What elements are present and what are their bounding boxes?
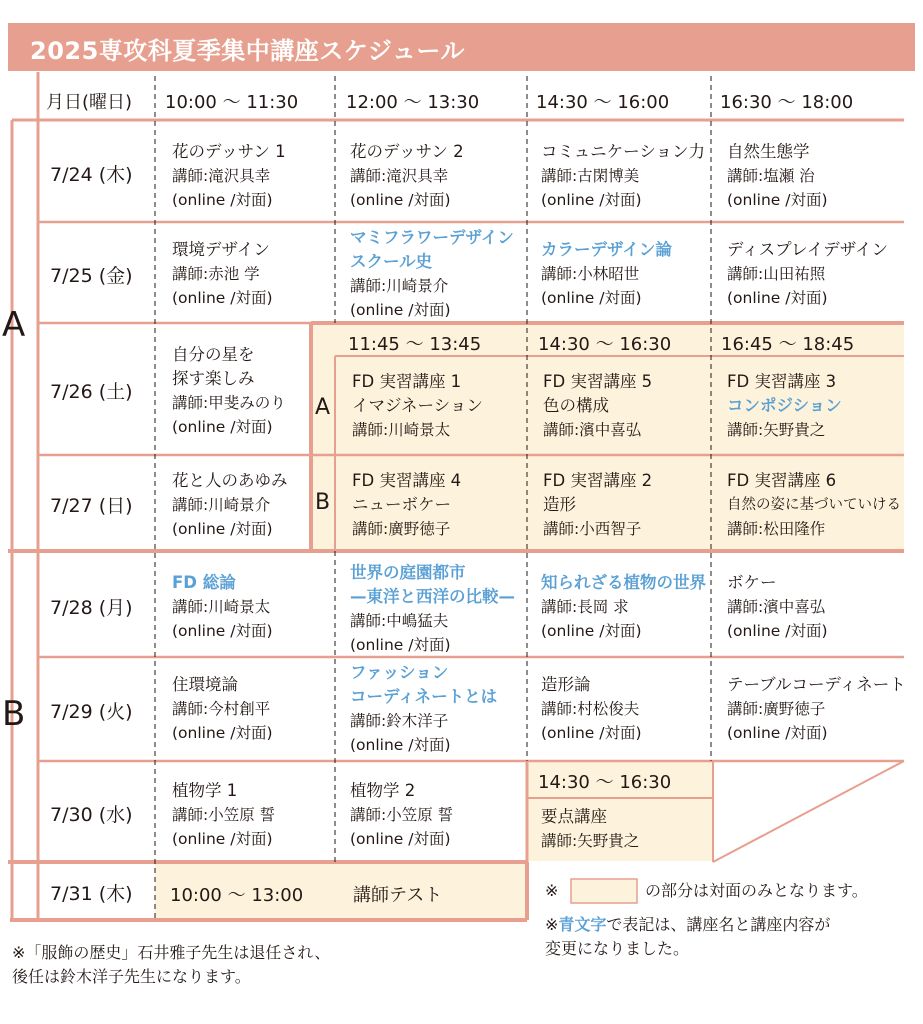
lecture-cell — [727, 571, 828, 643]
lecture-cell — [541, 673, 642, 745]
lecture-format: (online /対面) — [541, 289, 642, 307]
date-0729: 7/29 (火) — [50, 701, 133, 723]
lecture-format: (online /対面) — [172, 289, 273, 307]
fd-time-1: 11:45 〜 13:45 — [348, 334, 482, 355]
lecture-cell — [543, 370, 652, 442]
lecture-title: 花のデッサン 1 — [172, 142, 286, 161]
lecture-format: (online /対面) — [350, 301, 451, 319]
lecture-cell — [727, 238, 888, 310]
lecture-title-line2: 探す楽しみ — [172, 369, 255, 388]
lecture-format: (online /対面) — [541, 191, 642, 209]
lecture-title-line2: 自然の姿に基づいていける — [727, 497, 901, 513]
lecture-title: ディスプレイデザイン — [727, 240, 889, 259]
lecture-title-line2: スクール史 — [350, 252, 433, 271]
lecture-format: (online /対面) — [541, 622, 642, 640]
lecture-instructor: 講師:鈴木洋子 — [350, 712, 449, 730]
page-title: 2025専攻科夏季集中講座スケジュール — [30, 37, 465, 65]
blue-note — [545, 913, 830, 937]
legend-prefix: ※ — [545, 881, 559, 900]
header-date: 月日(曜日) — [46, 92, 133, 113]
lecture-title-line1: FD 実習講座 6 — [727, 471, 837, 490]
legend-swatch — [571, 879, 637, 903]
lecture-cell — [352, 370, 483, 442]
lecture-instructor: 講師:濱中喜弘 — [543, 421, 642, 439]
lecture-title-line2: 造形 — [543, 495, 576, 514]
lecture-title-line1: FD 実習講座 5 — [543, 372, 653, 391]
lecture-format: (online /対面) — [350, 191, 451, 209]
lecture-cell — [172, 571, 273, 643]
lecture-format: (online /対面) — [172, 622, 273, 640]
group-b-label: B — [2, 694, 26, 734]
lecture-instructor: 講師:赤池 学 — [172, 265, 260, 283]
lecture-format: (online /対面) — [727, 724, 828, 742]
lecture-title: ボケー — [727, 573, 777, 592]
lecture-instructor: 講師:塩瀬 治 — [727, 167, 815, 185]
lecture-cell — [172, 140, 286, 212]
lecture-title-line2: イマジネーション — [352, 396, 483, 415]
blue-note-prefix: ※ — [545, 915, 559, 934]
lecture-title: 植物学 1 — [172, 781, 238, 800]
lecture-cell — [172, 238, 273, 310]
lecture-format: (online /対面) — [350, 636, 451, 654]
lecture-instructor: 講師:矢野貴之 — [727, 421, 826, 439]
lecture-instructor: 講師:長岡 求 — [541, 598, 629, 616]
date-0731: 7/31 (木) — [50, 883, 133, 905]
header-slot-3: 14:30 〜 16:00 — [536, 92, 670, 113]
lecture-format: (online /対面) — [172, 520, 273, 538]
lecture-format: (online /対面) — [350, 736, 451, 754]
lecture-format: (online /対面) — [350, 830, 451, 848]
lecture-title: FD 総論 — [172, 573, 236, 592]
fd-time-3: 16:45 〜 18:45 — [721, 334, 855, 355]
test-time: 10:00 〜 13:00 — [170, 885, 304, 906]
lecture-title-line1: FD 実習講座 2 — [543, 471, 653, 490]
lecture-title-line2: コーディネートとは — [350, 687, 498, 706]
lecture-title: 造形論 — [541, 675, 591, 694]
lecture-instructor: 講師:今村創平 — [172, 700, 271, 718]
date-0727: 7/27 (日) — [50, 495, 133, 517]
lecture-cell — [172, 343, 286, 439]
lecture-cell — [352, 469, 461, 541]
fd-time-2: 14:30 〜 16:30 — [538, 334, 672, 355]
lecture-cell — [541, 805, 639, 853]
lecture-title-line2: —東洋と西洋の比較— — [350, 587, 515, 606]
lecture-cell — [350, 140, 464, 212]
lecture-instructor: 講師:濱中喜弘 — [727, 598, 826, 616]
lecture-instructor: 講師:小笠原 誓 — [172, 806, 276, 824]
lecture-instructor: 講師:廣野徳子 — [727, 700, 826, 718]
lecture-instructor: 講師:甲斐みのり — [172, 394, 286, 412]
lecture-title-line1: マミフラワーデザイン — [350, 228, 514, 247]
lecture-cell — [350, 561, 515, 657]
lecture-format: (online /対面) — [172, 191, 273, 209]
lecture-format: (online /対面) — [727, 289, 828, 307]
lecture-title-line1: FD 実習講座 4 — [352, 471, 462, 490]
lecture-cell — [541, 238, 672, 310]
lecture-instructor: 講師:小西智子 — [543, 520, 642, 538]
lecture-title: コミュニケーション力 — [541, 142, 706, 161]
lecture-cell — [350, 226, 514, 322]
lecture-cell — [172, 469, 288, 541]
lecture-cell — [350, 779, 453, 851]
lecture-instructor: 講師:山田祐照 — [727, 265, 826, 283]
footer-note-line2: 後任は鈴木洋子先生になります。 — [12, 967, 251, 986]
lecture-title: 知られざる植物の世界 — [541, 573, 706, 592]
lecture-format: (online /対面) — [727, 191, 828, 209]
lecture-instructor: 講師:川崎景介 — [172, 496, 271, 514]
lecture-cell — [727, 370, 842, 442]
footer-note-line1: ※「服飾の歴史」石井雅子先生は退任され、 — [12, 943, 331, 962]
blue-note-rest: で表記は、講座名と講座内容が — [606, 915, 831, 934]
lecture-format: (online /対面) — [172, 830, 273, 848]
header-slot-4: 16:30 〜 18:00 — [720, 92, 854, 113]
date-0728: 7/28 (月) — [50, 597, 133, 619]
lecture-title: 自然生態学 — [727, 142, 810, 161]
lecture-format: (online /対面) — [541, 724, 642, 742]
header-slot-1: 10:00 〜 11:30 — [165, 92, 299, 113]
lecture-title: 花と人のあゆみ — [172, 471, 288, 490]
date-0724: 7/24 (木) — [50, 164, 133, 186]
lecture-cell — [727, 673, 906, 745]
lecture-instructor: 講師:滝沢具幸 — [172, 167, 271, 185]
lecture-title: 住環境論 — [172, 675, 238, 694]
lecture-title: 要点講座 — [541, 807, 607, 826]
lecture-title-line1: FD 実習講座 3 — [727, 372, 837, 391]
lecture-title: カラーデザイン論 — [541, 240, 672, 259]
lecture-instructor: 講師:矢野貴之 — [541, 832, 640, 850]
lecture-format: (online /対面) — [172, 418, 273, 436]
lecture-format: (online /対面) — [172, 724, 273, 742]
lecture-cell — [541, 140, 705, 212]
lecture-title-line1: ファッション — [350, 663, 449, 682]
lecture-instructor: 講師:小笠原 誓 — [350, 806, 454, 824]
lecture-title-line1: 世界の庭園都市 — [350, 563, 466, 582]
lecture-instructor: 講師:松田隆作 — [727, 520, 826, 538]
blue-note-word: 青文字 — [558, 915, 607, 934]
header-slot-2: 12:00 〜 13:30 — [346, 92, 480, 113]
lecture-instructor: 講師:川崎景太 — [352, 421, 451, 439]
lecture-cell — [172, 779, 275, 851]
date-0726: 7/26 (土) — [50, 381, 133, 403]
lecture-instructor: 講師:小林昭世 — [541, 265, 640, 283]
lecture-title: 環境デザイン — [172, 240, 270, 259]
lecture-instructor: 講師:廣野徳子 — [352, 520, 451, 538]
lecture-instructor: 講師:川崎景太 — [172, 598, 271, 616]
fd-sub-b-label: B — [315, 490, 331, 515]
lecture-title: 花のデッサン 2 — [350, 142, 464, 161]
lecture-title-line2: コンポジション — [727, 396, 842, 415]
legend-text: の部分は対面のみとなります。 — [645, 881, 868, 900]
lecture-cell — [727, 140, 828, 212]
lecture-title-line1: FD 実習講座 1 — [352, 372, 462, 391]
group-a-label: A — [2, 305, 26, 345]
lecture-cell — [172, 673, 273, 745]
lecture-title-line2: 色の構成 — [543, 396, 609, 415]
lecture-title: 植物学 2 — [350, 781, 416, 800]
yoten-time: 14:30 〜 16:30 — [538, 772, 672, 793]
lecture-instructor: 講師:滝沢具幸 — [350, 167, 449, 185]
lecture-instructor: 講師:古閑博美 — [541, 167, 640, 185]
lecture-title: テーブルコーディネート — [727, 675, 906, 694]
lecture-title-line1: 自分の星を — [172, 345, 255, 364]
lecture-title-line2: ニューボケー — [352, 495, 451, 514]
test-label: 講師テスト — [353, 885, 443, 906]
lecture-instructor: 講師:中嶋猛夫 — [350, 612, 449, 630]
lecture-cell — [541, 571, 706, 643]
lecture-format: (online /対面) — [727, 622, 828, 640]
fd-sub-a-label: A — [315, 395, 331, 420]
lecture-cell — [350, 661, 497, 757]
lecture-cell — [543, 469, 652, 541]
lecture-instructor: 講師:村松俊夫 — [541, 700, 640, 718]
date-0730: 7/30 (水) — [50, 804, 133, 826]
lecture-cell — [727, 469, 901, 541]
date-0725: 7/25 (金) — [50, 265, 133, 287]
lecture-instructor: 講師:川崎景介 — [350, 277, 449, 295]
blue-note-line2: 変更になりました。 — [545, 939, 690, 958]
